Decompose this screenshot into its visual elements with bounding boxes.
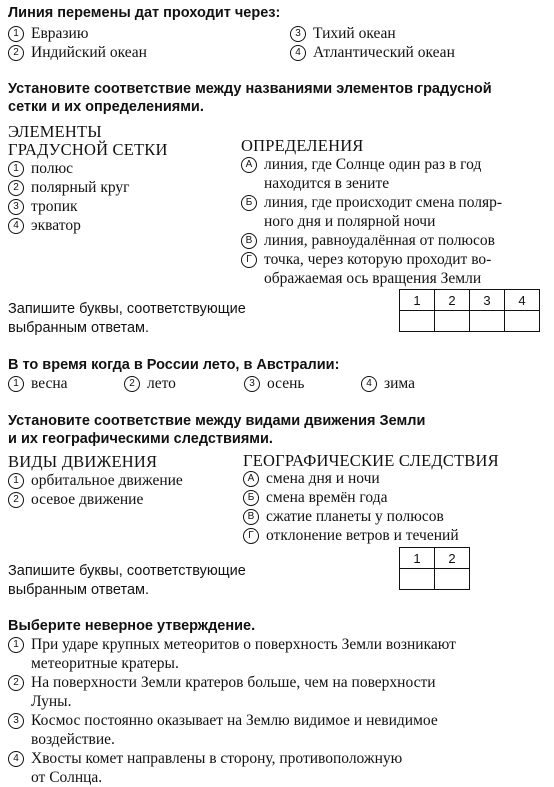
q3-option-3[interactable] [244,374,304,393]
answer-cell-2[interactable] [435,569,470,590]
question-5-title: Выберите неверное утверждение. [8,618,256,634]
q4-instruction-line1: Запишите буквы, соответствующие [8,563,246,579]
q4-answer-table [399,547,470,590]
q2-answer-table [399,289,540,332]
question-2-title-line1: Установите соответствие между названиями элементов градусной [8,81,492,97]
option-number-4: 4 [8,751,24,767]
consequence-item [243,469,459,488]
option-text: Атлантический океан [313,44,455,61]
consequence-item [243,526,459,545]
q2-instruction-line2: выбранным ответам. [8,320,150,336]
option-text-line1: Космос постоянно оказывает на Землю видимое и невидимое [31,712,438,729]
option-text: Тихий океан [313,25,396,42]
element-text: полюс [31,160,74,177]
consequence-text: отклонение ветров и течений [266,527,459,544]
element-item [8,197,130,216]
consequence-item [243,488,459,507]
option-number-4: 4 [290,45,306,61]
motion-item [8,471,183,490]
motion-number: 1 [8,473,24,489]
element-item [8,159,130,178]
answer-cell-3[interactable] [470,311,505,332]
definition-letter: А [241,157,257,173]
definition-text-line1: линия, равноудалённая от полюсов [264,232,495,249]
option-text-line1: На поверхности Земли кратеров больше, чем на поверхности [31,674,436,691]
option-number-4: 4 [361,376,377,392]
definitions-list [241,155,547,288]
element-text: экватор [31,217,81,234]
option-number-3: 3 [244,376,260,392]
option-number-1: 1 [8,376,24,392]
q2-instruction-line1: Запишите буквы, соответствующие [8,301,246,317]
q4-instruction-line2: выбранным ответам. [8,582,150,598]
q1-option-1[interactable] [8,24,88,43]
option-number-2: 2 [8,45,24,61]
option-text: Индийский океан [31,44,147,61]
motions-header: ВИДЫ ДВИЖЕНИЯ [8,452,158,471]
option-number-3: 3 [290,26,306,42]
question-4-title-line1: Установите соответствие между видами движения Земли [8,413,426,429]
element-text: полярный круг [31,179,130,196]
definition-item [241,231,547,250]
consequence-letter: Г [243,528,259,544]
answer-header-2: 2 [435,290,470,311]
q1-option-3[interactable] [290,24,396,43]
answer-header-3: 3 [470,290,505,311]
option-text: зима [384,375,415,392]
question-1-title: Линия перемены дат проходит через: [8,5,281,21]
q5-option-3[interactable] [8,711,546,749]
element-number: 3 [8,199,24,215]
q5-option-1[interactable] [8,635,546,673]
definition-text-line2: находится в зените [264,175,390,192]
consequence-letter: В [243,509,259,525]
consequence-item [243,507,459,526]
option-number-1: 1 [8,26,24,42]
option-text-line1: Хвосты комет направлены в сторону, противоположную [31,750,403,767]
option-number-2: 2 [124,376,140,392]
q1-option-4[interactable] [290,43,455,62]
element-number: 4 [8,218,24,234]
q3-option-2[interactable] [124,374,176,393]
consequence-text: сжатие планеты у полюсов [266,508,444,525]
consequences-list [243,469,459,545]
consequence-letter: А [243,471,259,487]
motion-text: осевое движение [31,491,144,508]
consequence-text: смена дня и ночи [266,470,380,487]
motions-list [8,471,183,509]
option-number-1: 1 [8,637,24,653]
answer-header-4: 4 [505,290,540,311]
answer-cell-4[interactable] [505,311,540,332]
option-number-3: 3 [8,713,24,729]
element-item [8,178,130,197]
motion-number: 2 [8,492,24,508]
consequence-letter: Б [243,490,259,506]
question-3-title: В то время когда в России лето, в Австралии: [8,357,340,373]
q1-option-2[interactable] [8,43,147,62]
definition-text-line2: ного дня и полярной ночи [264,213,436,230]
answer-cell-2[interactable] [435,311,470,332]
option-text-line2: от Солнца. [31,769,103,786]
definitions-header: ОПРЕДЕЛЕНИЯ [241,136,364,155]
elements-header-line1: ЭЛЕМЕНТЫ [8,122,102,141]
motion-text: орбитальное движение [31,472,183,489]
option-text-line1: При ударе крупных метеоритов о поверхность Земли возникают [31,636,456,653]
option-text-line2: воздействие. [31,731,115,748]
answer-cell-1[interactable] [400,569,435,590]
question-2-title-line2: сетки и их определениями. [8,99,204,115]
answer-header-2: 2 [435,548,470,569]
option-text: лето [147,375,176,392]
option-text: Евразию [31,25,89,42]
elements-header-line2: ГРАДУСНОЙ СЕТКИ [8,140,168,159]
option-text: весна [31,375,68,392]
q5-options-list [8,635,546,787]
definition-item [241,250,547,288]
question-4-title-line2: и их географическими следствиями. [8,431,273,447]
option-text: осень [267,375,305,392]
definition-text-line1: точка, через которую проходит во- [264,251,492,268]
answer-cell-1[interactable] [400,311,435,332]
definition-letter: В [241,233,257,249]
motion-item [8,490,183,509]
option-text-line2: метеоритные кратеры. [31,655,179,672]
q3-option-1[interactable] [8,374,68,393]
answer-header-1: 1 [400,290,435,311]
definition-text-line2: ображаемая ось вращения Земли [264,270,482,287]
q5-option-2[interactable] [8,673,546,711]
q5-option-4[interactable] [8,749,546,787]
option-text-line2: Луны. [31,693,72,710]
option-number-2: 2 [8,675,24,691]
definition-item [241,155,547,193]
element-text: тропик [31,198,78,215]
element-item [8,216,130,235]
element-number: 1 [8,161,24,177]
elements-list [8,159,130,235]
element-number: 2 [8,180,24,196]
q3-option-4[interactable] [361,374,415,393]
definition-letter: Б [241,195,257,211]
consequence-text: смена времён года [266,489,388,506]
answer-header-1: 1 [400,548,435,569]
definition-letter: Г [241,252,257,268]
consequences-header: ГЕОГРАФИЧЕСКИЕ СЛЕДСТВИЯ [243,451,499,470]
definition-text-line1: линия, где происходит смена поляр- [264,194,503,211]
definition-item [241,193,547,231]
definition-text-line1: линия, где Солнце один раз в год [264,156,482,173]
